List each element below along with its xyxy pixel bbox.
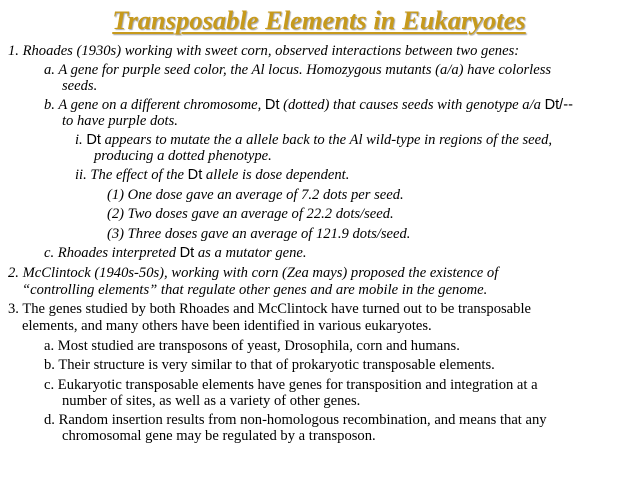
point-1c-line [44, 245, 307, 261]
point-1bi-text: appears to mutate the a allele back to the Al wild-type in regions of the seed, [100, 132, 553, 148]
dose-1-line: (1) One dose gave an average of 7.2 dots per seed. [107, 187, 404, 203]
point-1a-line-1: a. A gene for purple seed color, the Al locus. Homozygous mutants (a/a) have colorless [44, 62, 552, 78]
dose-3-line: (3) Three doses gave an average of 121.9 dots/seed. [107, 226, 411, 242]
point-3-line-1: 3. The genes studied by both Rhoades and McClintock have turned out to be transposable [8, 301, 531, 317]
point-3-line-2: elements, and many others have been identified in various eukaryotes. [22, 318, 432, 334]
point-1bi-prefix: i. [75, 132, 87, 148]
point-3c-line-2: number of sites, as well as a variety of other genes. [62, 393, 361, 409]
point-1-line-1: 1. Rhoades (1930s) working with sweet corn, observed interactions between two genes: [8, 43, 520, 59]
point-1b-text-mid: (dotted) that causes seeds with genotype a/a [279, 97, 545, 113]
point-3c-line-1: c. Eukaryotic transposable elements have genes for transposition and integration at a [44, 377, 538, 393]
point-1a-line-2: seeds. [62, 78, 98, 94]
point-3a-line: a. Most studied are transposons of yeast, Drosophila, corn and humans. [44, 338, 460, 354]
point-2-line-1: 2. McClintock (1940s-50s), working with corn (Zea mays) proposed the existence of [8, 265, 499, 281]
dt-gene-label: Dt [179, 245, 195, 261]
slide-title: Transposable Elements in Eukaryotes [112, 5, 526, 35]
point-3b-line: b. Their structure is very similar to that of prokaryotic transposable elements. [44, 357, 495, 373]
point-1b-line-1 [44, 97, 573, 113]
dt-gene-label: Dt [187, 167, 203, 183]
point-1bi-line-1 [75, 132, 552, 148]
point-1b-text-pre: b. A gene on a different chromosome, [44, 97, 265, 113]
point-1bii-line [75, 167, 349, 183]
point-1b-line-2: to have purple dots. [62, 113, 178, 129]
point-1bii-prefix: ii. The effect of the [75, 167, 188, 183]
point-1bii-text: allele is dose dependent. [202, 167, 350, 183]
point-3d-line-1: d. Random insertion results from non-homologous recombination, and means that any [44, 412, 547, 428]
point-3d-line-2: chromosomal gene may be regulated by a transposon. [62, 428, 376, 444]
point-1c-prefix: c. Rhoades interpreted [44, 245, 180, 261]
dt-genotype-label: Dt/-- [544, 97, 573, 113]
point-1bi-line-2: producing a dotted phenotype. [94, 148, 272, 164]
dt-gene-label: Dt [264, 97, 280, 113]
point-2-line-2: “controlling elements” that regulate other genes and are mobile in the genome. [22, 282, 488, 298]
dose-2-line: (2) Two doses gave an average of 22.2 dots/seed. [107, 206, 394, 222]
dt-gene-label: Dt [86, 132, 101, 148]
point-1c-text: as a mutator gene. [194, 245, 307, 261]
